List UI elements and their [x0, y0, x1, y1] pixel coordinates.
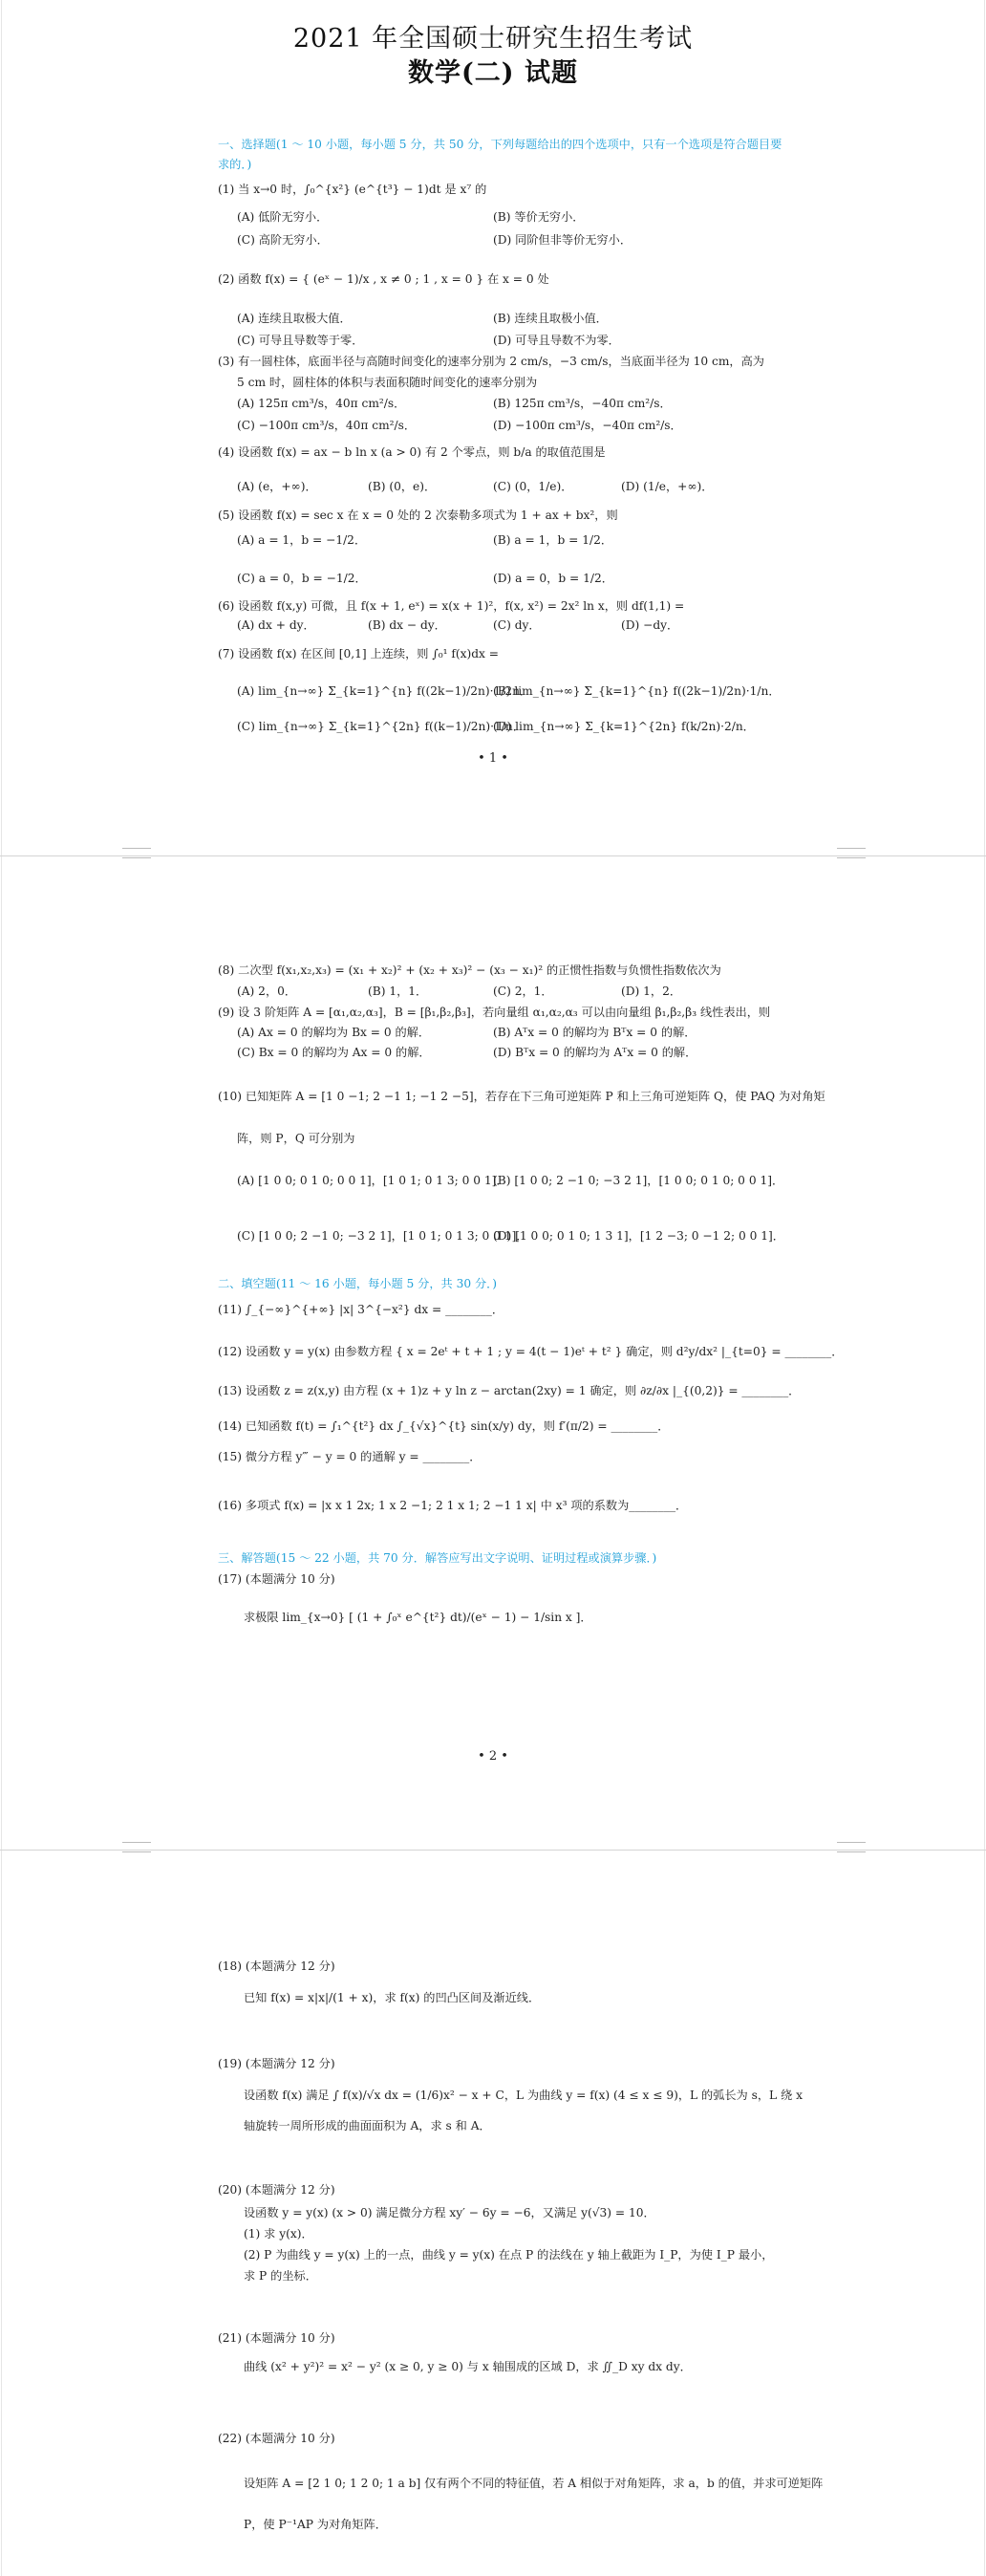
- page-break-mark-right-1: [837, 848, 866, 858]
- section-header-fill: 二、填空题(11 ～ 16 小题，每小题 5 分，共 30 分．): [218, 1277, 497, 1290]
- question-10: (10) 已知矩阵 A = [1 0 −1; 2 −1 1; −1 2 −5]，若存在下三角可逆矩阵 P 和上三角可逆矩阵 Q，使 PAQ 为对角矩: [218, 1090, 825, 1103]
- option-1d: (D) 同阶但非等价无穷小．: [493, 233, 632, 247]
- question-22: (22) (本题满分 10 分): [218, 2432, 335, 2445]
- question-22-body: 设矩阵 A = [2 1 0; 1 2 0; 1 a b] 仅有两个不同的特征值，若 A 相似于对角矩阵，求 a，b 的值，并求可逆矩阵: [244, 2477, 824, 2490]
- question-10-cont: 阵，则 P，Q 可分别为: [237, 1132, 355, 1145]
- option-3d: (D) −100π cm³/s，−40π cm²/s．: [493, 419, 682, 432]
- option-2b: (B) 连续且取极小值．: [493, 312, 608, 325]
- option-4a: (A) (e，+∞)．: [237, 480, 317, 493]
- page-break-mark-left-1: [122, 848, 151, 858]
- question-20-part2-cont: 求 P 的坐标．: [244, 2269, 317, 2283]
- option-8a: (A) 2，0．: [237, 985, 297, 998]
- question-11: (11) ∫_{−∞}^{+∞} |x| 3^{−x²} dx = ________．: [218, 1303, 504, 1316]
- question-17: (17) (本题满分 10 分): [218, 1572, 335, 1586]
- option-1a: (A) 低阶无穷小．: [237, 210, 329, 224]
- question-21: (21) (本题满分 10 分): [218, 2331, 335, 2345]
- option-6a: (A) dx + dy．: [237, 618, 315, 632]
- question-3-cont: 5 cm 时，圆柱体的体积与表面积随时间变化的速率分别为: [237, 376, 538, 389]
- question-7: (7) 设函数 f(x) 在区间 [0,1] 上连续，则 ∫₀¹ f(x)dx =: [218, 647, 500, 660]
- exam-title: 2021 年全国硕士研究生招生考试: [292, 24, 694, 54]
- question-20-body: 设函数 y = y(x) (x > 0) 满足微分方程 xy′ − 6y = −6，又满足 y(√3) = 10．: [244, 2206, 655, 2219]
- option-3c: (C) −100π cm³/s，40π cm²/s．: [237, 419, 417, 432]
- question-19-body: 设函数 f(x) 满足 ∫ f(x)/√x dx = (1/6)x² − x + C，L 为曲线 y = f(x) (4 ≤ x ≤ 9)，L 的弧长为 s，L 绕 x: [244, 2089, 803, 2102]
- option-2d: (D) 可导且导数不为零．: [493, 334, 620, 347]
- section-header-choice: 一、选择题(1 ～ 10 小题，每小题 5 分，共 50 分，下列每题给出的四个选项中，只有一个选项是符合题目要: [218, 138, 782, 151]
- page-number-1: • 1 •: [478, 751, 508, 766]
- right-edge: [984, 0, 985, 2576]
- option-10d: (D) [1 0 0; 0 1 0; 1 3 1]，[1 2 −3; 0 −1 2; 0 0 1]．: [493, 1229, 784, 1243]
- option-10a: (A) [1 0 0; 0 1 0; 0 0 1]，[1 0 1; 0 1 3; 0 0 1]．: [237, 1174, 508, 1187]
- question-14: (14) 已知函数 f(t) = ∫₁^{t²} dx ∫_{√x}^{t} sin(x/y) dy，则 f′(π/2) = ________．: [218, 1419, 670, 1433]
- section-header-choice-cont: 求的．): [218, 158, 252, 171]
- option-4c: (C) (0，1/e)．: [493, 480, 573, 493]
- option-7c: (C) lim_{n→∞} Σ_{k=1}^{2n} f((k−1)/2n)·1/n．: [237, 720, 525, 733]
- question-13: (13) 设函数 z = z(x,y) 由方程 (x + 1)z + y ln z − arctan(2xy) = 1 确定，则 ∂z/∂x |_{(0,2)} = ________．: [218, 1384, 801, 1397]
- option-5b: (B) a = 1，b = 1/2．: [493, 533, 613, 547]
- question-19-body-cont: 轴旋转一周所形成的曲面面积为 A，求 s 和 A．: [244, 2119, 491, 2132]
- option-9b: (B) Aᵀx = 0 的解均为 Bᵀx = 0 的解．: [493, 1026, 697, 1039]
- option-5d: (D) a = 0，b = 1/2．: [493, 572, 613, 585]
- option-7b: (B) lim_{n→∞} Σ_{k=1}^{n} f((2k−1)/2n)·1/n．: [493, 684, 781, 698]
- question-17-body: 求极限 lim_{x→0} [ (1 + ∫₀ˣ e^{t²} dt)/(eˣ − 1) − 1/sin x ]．: [244, 1611, 592, 1624]
- option-5c: (C) a = 0，b = −1/2．: [237, 572, 367, 585]
- option-6d: (D) −dy．: [621, 618, 679, 632]
- option-8b: (B) 1，1．: [368, 985, 428, 998]
- option-3b: (B) 125π cm³/s，−40π cm²/s．: [493, 397, 672, 410]
- page-break-mark-right-2: [837, 1842, 866, 1852]
- page-break-mark-left-2: [122, 1842, 151, 1852]
- question-12: (12) 设函数 y = y(x) 由参数方程 { x = 2eᵗ + t + 1 ; y = 4(t − 1)eᵗ + t² } 确定，则 d²y/dx² |_{t=0} = ________．: [218, 1345, 844, 1358]
- option-6c: (C) dy．: [493, 618, 541, 632]
- option-2c: (C) 可导且导数等于零．: [237, 334, 364, 347]
- exam-subtitle: 数学(二) 试题: [408, 58, 578, 88]
- option-7d: (D) lim_{n→∞} Σ_{k=1}^{2n} f(k/2n)·2/n．: [493, 720, 755, 733]
- left-edge: [1, 0, 2, 2576]
- question-21-body: 曲线 (x² + y²)² = x² − y² (x ≥ 0, y ≥ 0) 与 x 轴围成的区域 D，求 ∬_D xy dx dy．: [244, 2360, 692, 2373]
- option-6b: (B) dx − dy．: [368, 618, 446, 632]
- option-3a: (A) 125π cm³/s，40π cm²/s．: [237, 397, 406, 410]
- question-4: (4) 设函数 f(x) = ax − b ln x (a > 0) 有 2 个零点，则 b/a 的取值范围是: [218, 445, 606, 459]
- option-4d: (D) (1/e，+∞)．: [621, 480, 714, 493]
- option-10c: (C) [1 0 0; 2 −1 0; −3 2 1]，[1 0 1; 0 1 3; 0 0 1]．: [237, 1229, 528, 1243]
- option-1b: (B) 等价无穷小．: [493, 210, 585, 224]
- question-19: (19) (本题满分 12 分): [218, 2057, 335, 2070]
- option-5a: (A) a = 1，b = −1/2．: [237, 533, 367, 547]
- question-16: (16) 多项式 f(x) = |x x 1 2x; 1 x 2 −1; 2 1 x 1; 2 −1 1 x| 中 x³ 项的系数为________．: [218, 1499, 688, 1512]
- option-1c: (C) 高阶无穷小．: [237, 233, 329, 247]
- question-6: (6) 设函数 f(x,y) 可微，且 f(x + 1, eˣ) = x(x + 1)²，f(x, x²) = 2x² ln x，则 df(1,1) =: [218, 599, 685, 613]
- question-20-part2: (2) P 为曲线 y = y(x) 上的一点，曲线 y = y(x) 在点 P 的法线在 y 轴上截距为 I_P，为使 I_P 最小，: [244, 2248, 774, 2262]
- question-18: (18) (本题满分 12 分): [218, 1959, 335, 1973]
- question-18-body: 已知 f(x) = x|x|/(1 + x)，求 f(x) 的凹凸区间及渐近线．: [244, 1991, 541, 2004]
- question-3: (3) 有一圆柱体，底面半径与高随时间变化的速率分别为 2 cm/s，−3 cm/s，当底面半径为 10 cm，高为: [218, 355, 764, 368]
- question-2: (2) 函数 f(x) = { (eˣ − 1)/x , x ≠ 0 ; 1 , x = 0 } 在 x = 0 处: [218, 272, 549, 286]
- option-9d: (D) Bᵀx = 0 的解均为 Aᵀx = 0 的解．: [493, 1046, 697, 1059]
- question-15: (15) 微分方程 y‴ − y = 0 的通解 y = ________．: [218, 1450, 482, 1463]
- option-10b: (B) [1 0 0; 2 −1 0; −3 2 1]，[1 0 0; 0 1 0; 0 0 1]．: [493, 1174, 784, 1187]
- question-5: (5) 设函数 f(x) = sec x 在 x = 0 处的 2 次泰勒多项式为 1 + ax + bx²，则: [218, 509, 618, 522]
- option-8c: (C) 2，1．: [493, 985, 553, 998]
- question-20: (20) (本题满分 12 分): [218, 2183, 335, 2197]
- option-7a: (A) lim_{n→∞} Σ_{k=1}^{n} f((2k−1)/2n)·1/2n．: [237, 684, 532, 698]
- question-1: (1) 当 x→0 时，∫₀^{x²} (e^{t³} − 1)dt 是 x⁷ 的: [218, 183, 487, 196]
- question-20-part1: (1) 求 y(x)．: [244, 2227, 313, 2240]
- option-8d: (D) 1，2．: [621, 985, 682, 998]
- option-4b: (B) (0，e)．: [368, 480, 437, 493]
- question-22-body-cont: P，使 P⁻¹AP 为对角矩阵．: [244, 2518, 387, 2531]
- question-9: (9) 设 3 阶矩阵 A = [α₁,α₂,α₃]，B = [β₁,β₂,β₃]，若向量组 α₁,α₂,α₃ 可以由向量组 β₁,β₂,β₃ 线性表出，则: [218, 1006, 771, 1019]
- option-9c: (C) Bx = 0 的解均为 Ax = 0 的解．: [237, 1046, 431, 1059]
- page-number-2: • 2 •: [478, 1749, 508, 1764]
- option-9a: (A) Ax = 0 的解均为 Bx = 0 的解．: [237, 1026, 431, 1039]
- question-8: (8) 二次型 f(x₁,x₂,x₃) = (x₁ + x₂)² + (x₂ + x₃)² − (x₃ − x₁)² 的正惯性指数与负惯性指数依次为: [218, 963, 721, 977]
- section-header-solve: 三、解答题(15 ～ 22 小题，共 70 分．解答应写出文字说明、证明过程或演算步骤．): [218, 1551, 657, 1565]
- option-2a: (A) 连续且取极大值．: [237, 312, 352, 325]
